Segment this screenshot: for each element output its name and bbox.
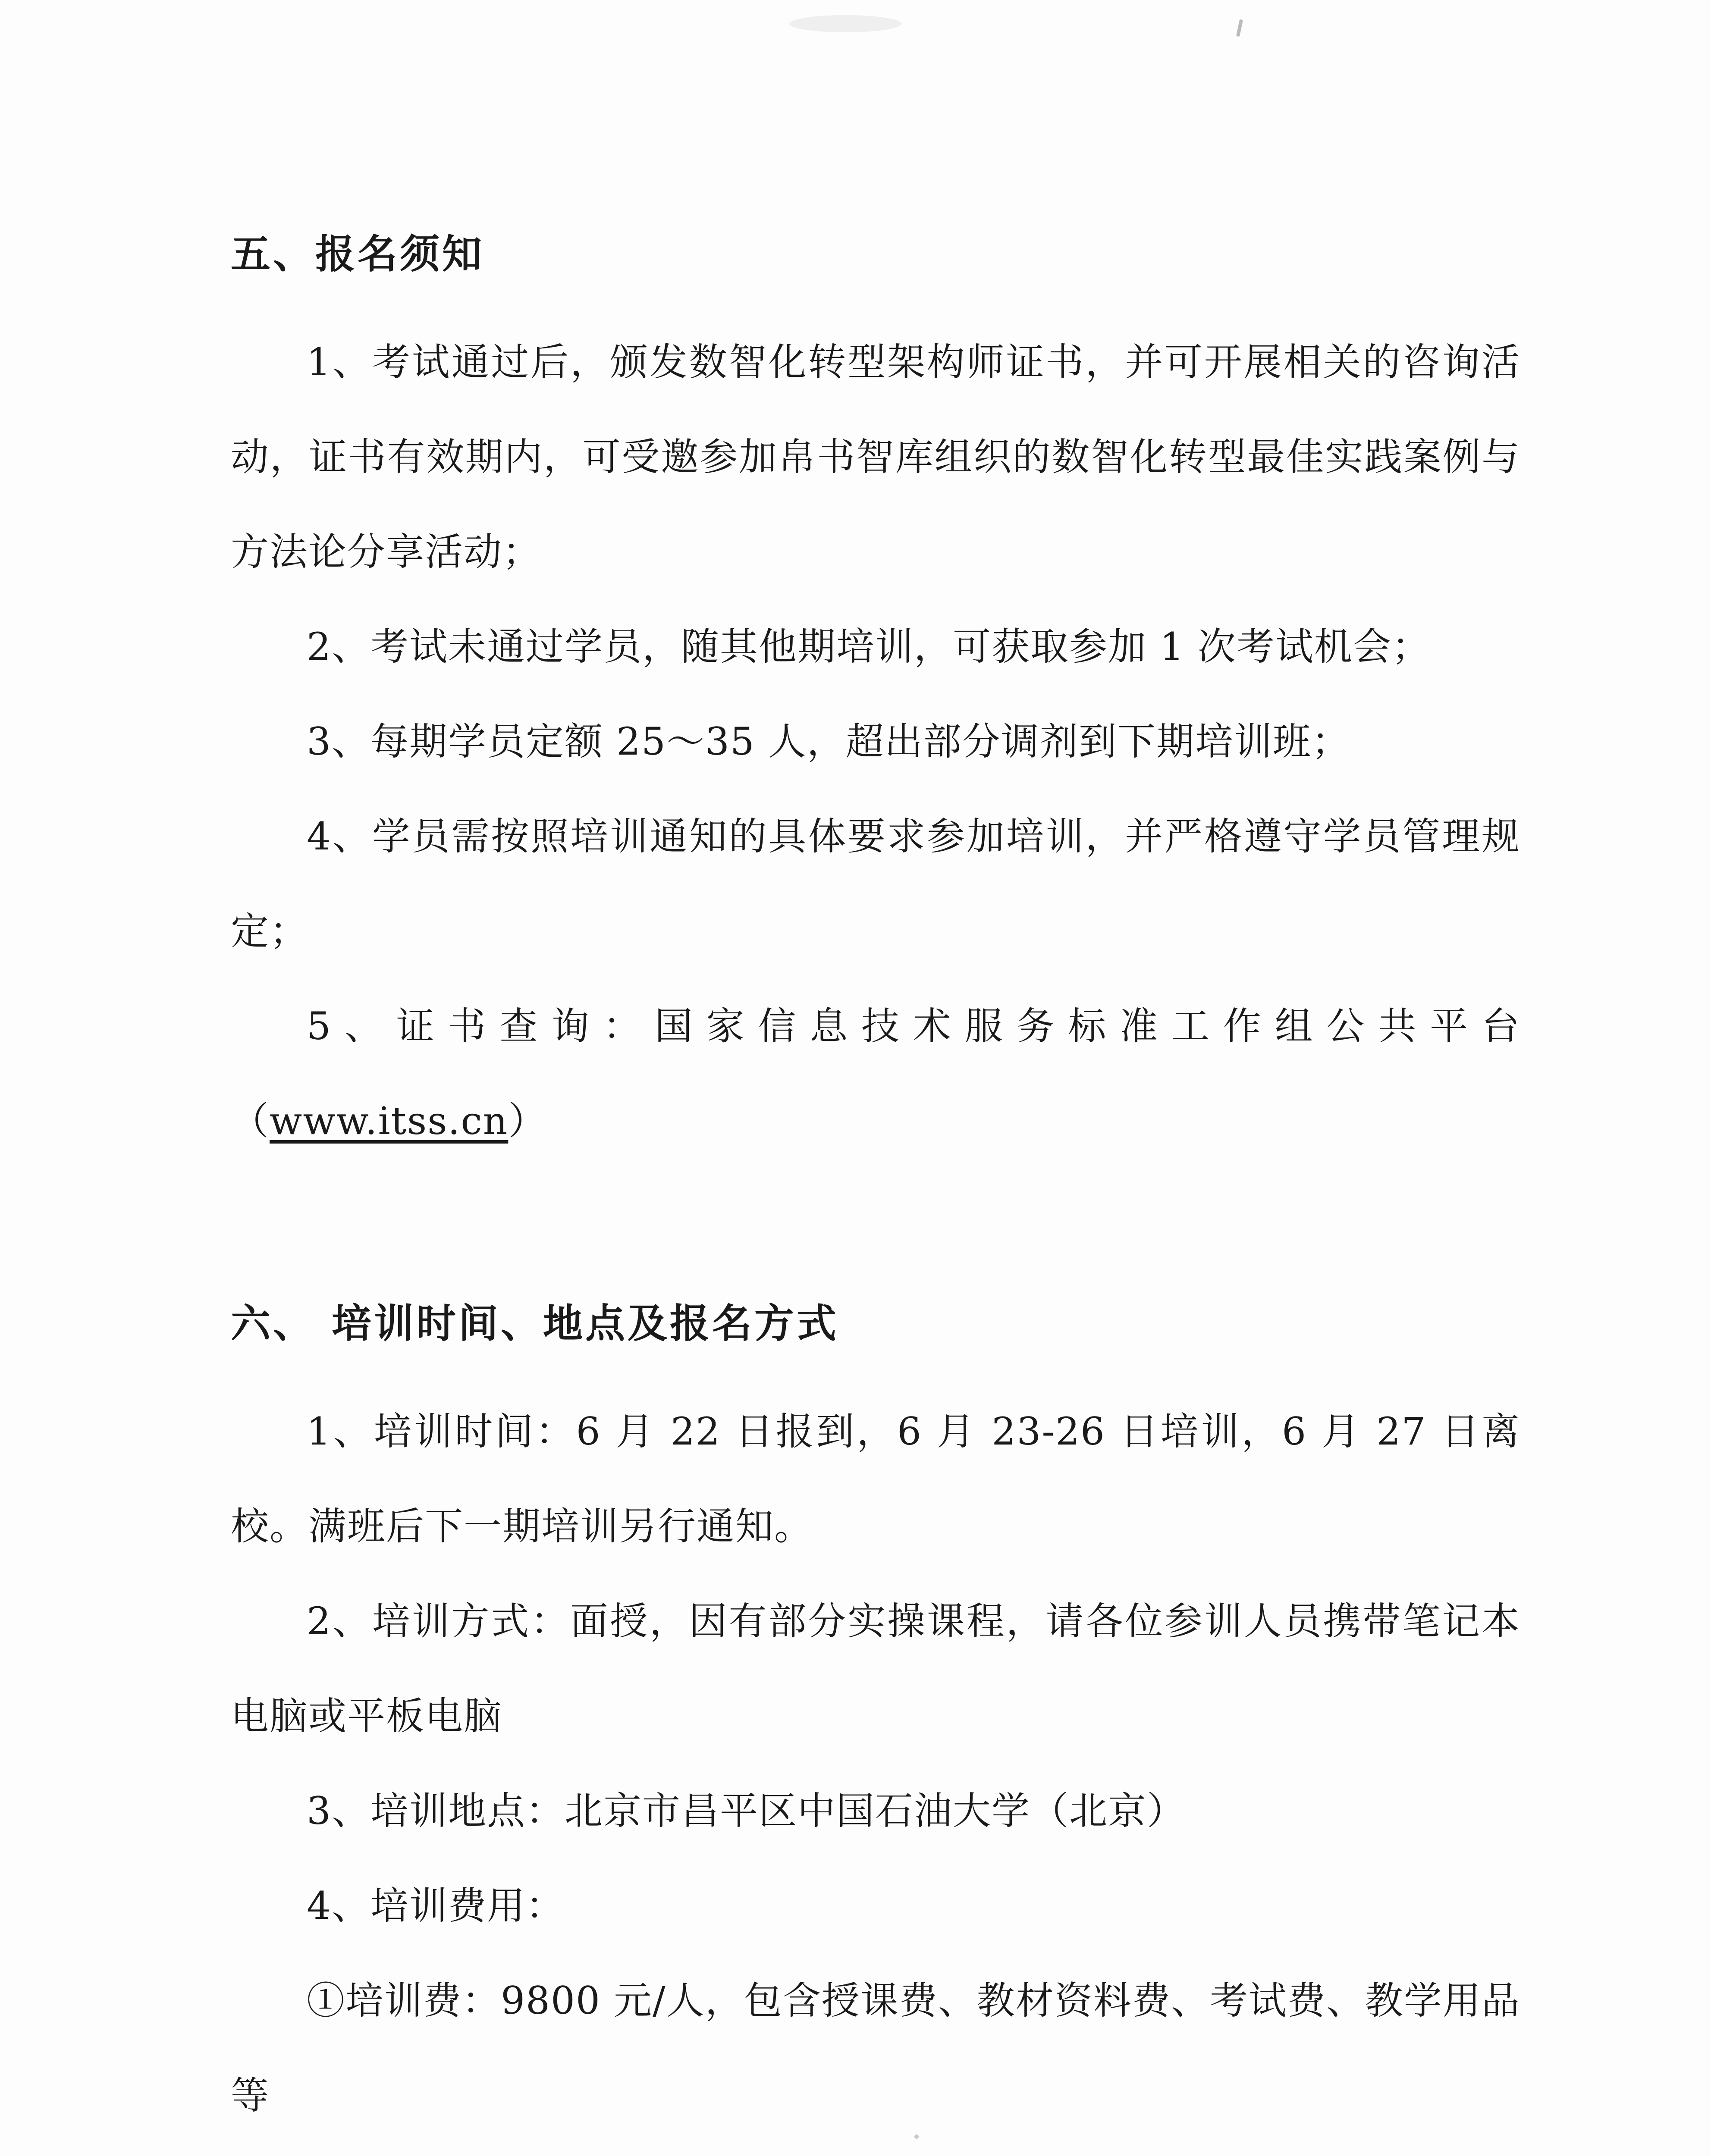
section-heading: 五、报名须知 (231, 231, 485, 277)
paragraph: 2、考试未通过学员，随其他期培训，可获取参加 1 次考试机会； (307, 624, 1431, 669)
cert-query-label: 5、证书查询：国家信息技术服务标准工作组公共平台（ (231, 1004, 1520, 1143)
paragraph: ①培训费：9800 元/人，包含授课费、教材资料费、考试费、教学用品等 (231, 1978, 1520, 2118)
section-heading: 六、 培训时间、地点及报名方式 (231, 1300, 839, 1347)
paragraph: 1、考试通过后，颁发数智化转型架构师证书，并可开展相关的咨询活动，证书有效期内，可受邀参加帛书智库组织的数智化转型最佳实践案例与方法论分享活动； (231, 340, 1520, 574)
document-body (231, 229, 1520, 2156)
paragraph: 4、学员需按照培训通知的具体要求参加培训，并严格遵守学员管理规定； (231, 814, 1520, 953)
section-registration-notice (231, 229, 1520, 1169)
paragraph: 2、培训方式：面授，因有部分实操课程，请各位参训人员携带笔记本电脑或平板电脑 (231, 1599, 1520, 1738)
paragraph: 4、培训费用： (307, 1883, 565, 1928)
cert-query-suffix: ） (508, 1099, 547, 1143)
scan-artifact-mark (1236, 19, 1243, 37)
paragraph: 3、培训地点：北京市昌平区中国石油大学（北京） (307, 1789, 1186, 1833)
paragraph-cert-query (231, 979, 1520, 1169)
paragraph: 3、每期学员定额 25～35 人，超出部分调剂到下期培训班； (307, 719, 1350, 764)
section-training-schedule (231, 1298, 1520, 2156)
itss-link[interactable]: www.itss.cn (270, 1099, 509, 1143)
paragraph: 1、培训时间：6 月 22 日报到，6 月 23-26 日培训，6 月 27 日离校。满班后下一期培训另行通知。 (231, 1409, 1520, 1548)
scan-artifact-top (789, 15, 901, 32)
paragraph (231, 2143, 1520, 2156)
